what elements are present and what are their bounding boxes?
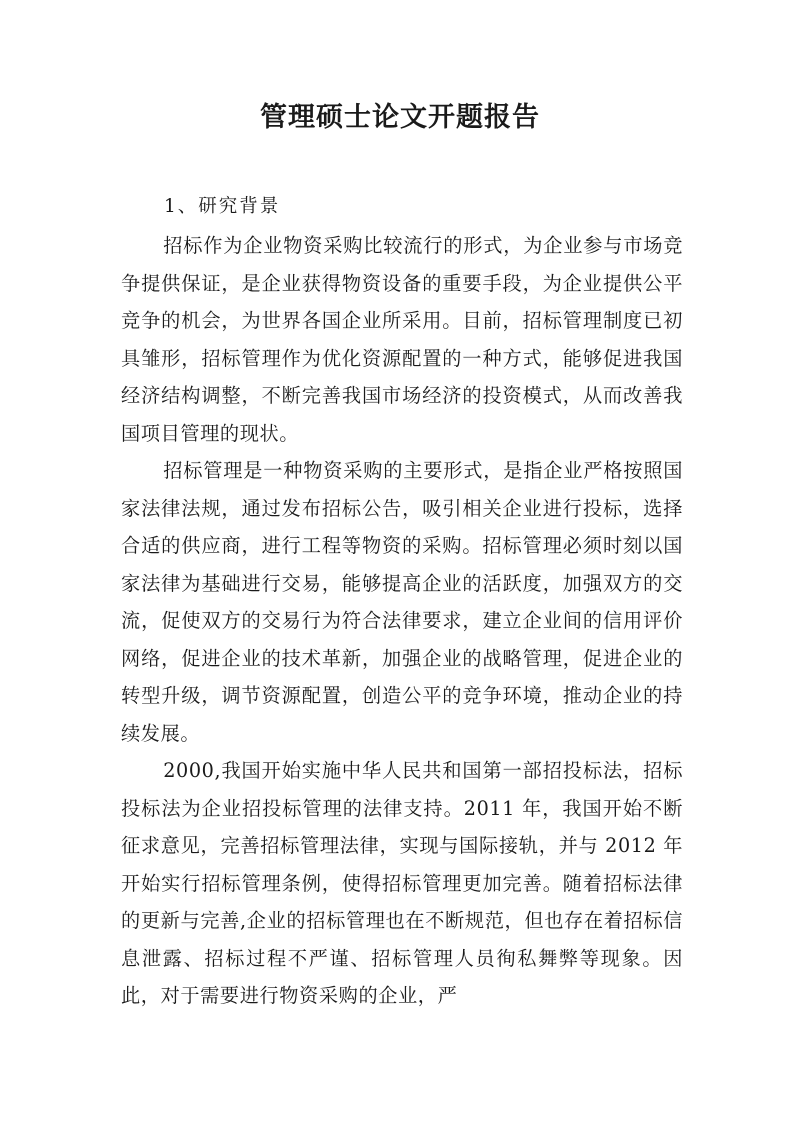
document-body <box>121 227 683 1015</box>
document-title: 管理硕士论文开题报告 <box>260 102 540 133</box>
paragraph-1: 招标作为企业物资采购比较流行的形式，为企业参与市场竞争提供保证，是企业获得物资设备的重要手段，为企业提供公平竞争的机会，为世界各国企业所采用。目前，招标管理制度已初具雏形，招标管理作为优化资源配置的一种方式，能够促进我国经济结构调整，不断完善我国市场经济的投资模式，从而改善我国项目管理的现状。 <box>121 234 683 445</box>
paragraph-2: 招标管理是一种物资采购的主要形式，是指企业严格按照国家法律法规，通过发布招标公告，吸引相关企业进行投标，选择合适的供应商，进行工程等物资的采购。招标管理必须时刻以国家法律为基础进行交易，能够提高企业的活跃度，加强双方的交流，促使双方的交易行为符合法律要求，建立企业间的信用评价网络，促进企业的技术革新，加强企业的战略管理，促进企业的转型升级，调节资源配置，创造公平的竞争环境，推动企业的持续发展。 <box>121 459 683 745</box>
paragraph-3: 2000,我国开始实施中华人民共和国第一部招投标法，招标投标法为企业招投标管理的法律支持。2011 年，我国开始不断征求意见，完善招标管理法律，实现与国际接轨，并与 2012 年开始实行招标管理条例，使得招标管理更加完善。随着招标法律的更新与完善,企业的招标管理也在不断规范，但也存在着招标信息泄露、招标过程不严谨、招标管理人员徇私舞弊等现象。因此，对于需要进行物资采购的企业，严 <box>121 759 683 1007</box>
section-heading: 1、研究背景 <box>164 196 281 217</box>
